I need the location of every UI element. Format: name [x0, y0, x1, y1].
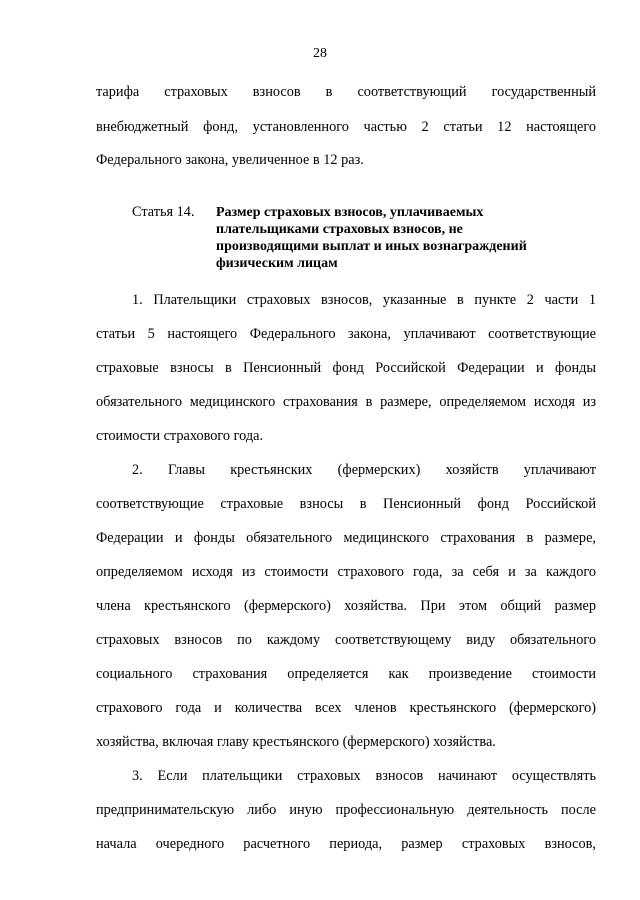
article-title-line: производящими выплат и иных вознаграждений [216, 239, 527, 254]
article-title-line: Размер страховых взносов, уплачиваемых [216, 205, 484, 220]
paragraph-2-line: страхового года и количества всех членов крестьянского (фермерского) [96, 700, 596, 716]
intro-line: тарифа страховых взносов в соответствующий государственный [96, 84, 596, 100]
article-title-line: физическим лицам [216, 256, 338, 271]
article-title [216, 204, 556, 272]
paragraph-2-line: определяемом исходя из стоимости страхового года, за себя и за каждого [96, 564, 596, 580]
paragraph-1-line: обязательного медицинского страхования в размере, определяемом исходя из [96, 394, 596, 410]
paragraph-2-line: Федерации и фонды обязательного медицинского страхования в размере, [96, 530, 596, 546]
paragraph-3-line: начала очередного расчетного периода, размер страховых взносов, [96, 836, 596, 852]
paragraph-1-line: 1. Плательщики страховых взносов, указанные в пункте 2 части 1 [132, 292, 596, 308]
article-title-line: плательщиками страховых взносов, не [216, 222, 463, 237]
page-number: 28 [313, 46, 327, 61]
paragraph-1-line: стоимости страхового года. [96, 428, 264, 444]
article-label: Статья 14. [132, 204, 195, 220]
paragraph-2-line: социального страхования определяется как произведение стоимости [96, 666, 596, 682]
paragraph-2-line: члена крестьянского (фермерского) хозяйства. При этом общий размер [96, 598, 596, 614]
paragraph-3-line: 3. Если плательщики страховых взносов начинают осуществлять [132, 768, 596, 784]
paragraph-2-line: страховых взносов по каждому соответствующему виду обязательного [96, 632, 596, 648]
intro-line: Федерального закона, увеличенное в 12 раз. [96, 152, 364, 168]
paragraph-2-line: хозяйства, включая главу крестьянского (фермерского) хозяйства. [96, 734, 496, 750]
intro-line: внебюджетный фонд, установленного частью 2 статьи 12 настоящего [96, 119, 596, 135]
paragraph-2-line: 2. Главы крестьянских (фермерских) хозяйств уплачивают [132, 462, 596, 478]
paragraph-2-line: соответствующие страховые взносы в Пенсионный фонд Российской [96, 496, 596, 512]
paragraph-3-line: предпринимательскую либо иную профессиональную деятельность после [96, 802, 596, 818]
paragraph-1-line: статьи 5 настоящего Федерального закона, уплачивают соответствующие [96, 326, 596, 342]
paragraph-1-line: страховые взносы в Пенсионный фонд Российской Федерации и фонды [96, 360, 596, 376]
